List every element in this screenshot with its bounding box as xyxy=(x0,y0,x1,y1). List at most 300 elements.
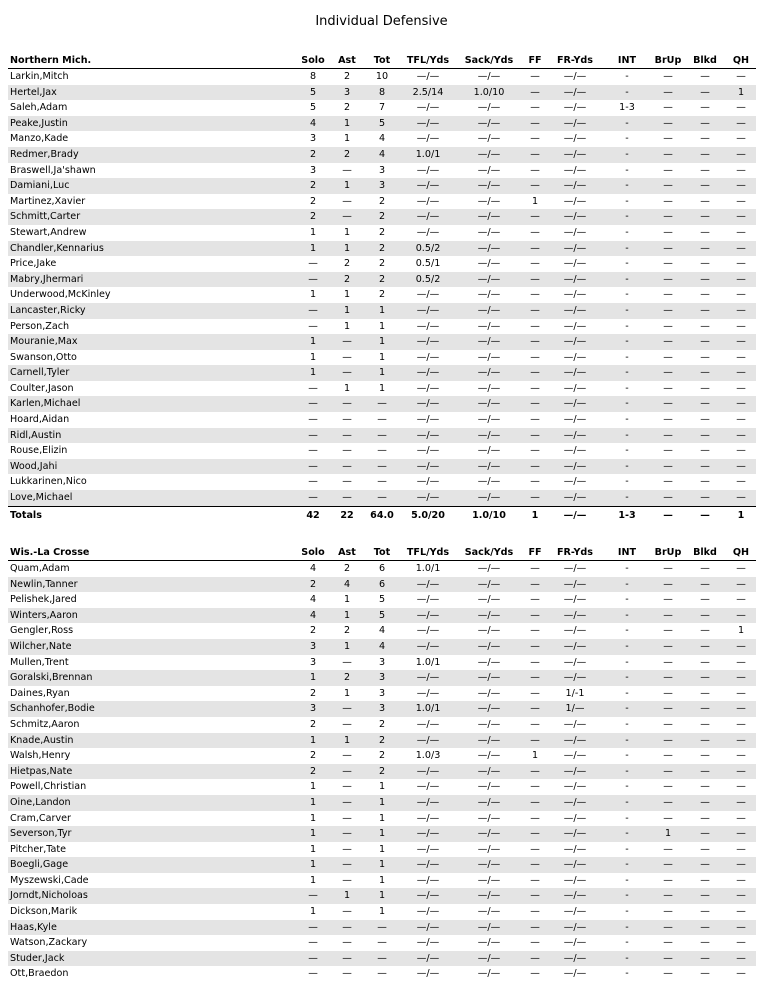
stat-cell: —/— xyxy=(548,490,602,506)
stat-cell: - xyxy=(602,303,652,319)
stat-cell: — xyxy=(530,226,540,238)
stat-cell: — xyxy=(726,365,756,381)
stat-cell: - xyxy=(625,476,629,488)
stat-cell: - xyxy=(625,718,629,730)
column-header: Blkd xyxy=(684,53,726,69)
player-name: Newlin,Tanner xyxy=(8,577,296,593)
stat-cell: —/— xyxy=(456,147,522,163)
stat-cell: — xyxy=(684,701,726,717)
player-name: Winters,Aaron xyxy=(8,608,296,624)
stat-cell: — xyxy=(700,594,710,606)
stat-cell: —/— xyxy=(548,795,602,811)
player-name: Stewart,Andrew xyxy=(10,226,87,238)
stat-cell: 2 xyxy=(330,147,364,163)
stat-cell: — xyxy=(700,812,710,824)
column-header: Tot xyxy=(364,545,400,561)
stat-cell: —/— xyxy=(563,594,587,606)
stat-cell: - xyxy=(625,71,629,82)
stat-cell: 2 xyxy=(378,718,386,730)
stat-cell: — xyxy=(726,733,756,749)
stat-cell: — xyxy=(684,459,726,475)
stat-cell: — xyxy=(663,164,673,176)
stat-cell: 3 xyxy=(378,656,386,668)
stat-cell: —/— xyxy=(563,289,587,301)
player-name: Haas,Kyle xyxy=(8,920,296,936)
stat-cell: — xyxy=(736,563,746,574)
stat-cell: — xyxy=(684,795,726,811)
player-name: Mullen,Trent xyxy=(10,656,69,668)
stat-cell: — xyxy=(726,764,756,780)
table-header-row xyxy=(8,53,756,69)
stat-cell: — xyxy=(308,445,318,457)
stat-cell: —/— xyxy=(563,226,587,238)
stat-cell: 1 xyxy=(364,857,400,873)
stat-cell: 1 xyxy=(330,178,364,194)
stat-cell: —/— xyxy=(563,906,587,918)
stat-cell: — xyxy=(700,781,710,793)
stat-cell: —/— xyxy=(563,718,587,730)
stat-cell: — xyxy=(684,241,726,257)
stat-cell: — xyxy=(736,906,746,918)
stat-cell: 1 xyxy=(378,320,386,332)
stat-cell: —/— xyxy=(416,781,440,793)
stat-cell: — xyxy=(684,670,726,686)
stat-cell: 4 xyxy=(364,639,400,655)
stat-cell: — xyxy=(736,656,746,668)
stat-cell: —/— xyxy=(400,577,456,593)
stat-cell: — xyxy=(308,968,318,980)
stat-cell: —/— xyxy=(400,303,456,319)
stat-cell: —/— xyxy=(477,656,501,668)
table-row xyxy=(8,131,756,147)
stat-cell: — xyxy=(726,490,756,506)
table-row xyxy=(8,748,756,764)
stat-cell: — xyxy=(652,178,684,194)
stat-cell: — xyxy=(522,826,548,842)
stat-cell: 2 xyxy=(296,577,330,593)
stat-cell: — xyxy=(663,563,673,574)
stat-cell: —/— xyxy=(477,781,501,793)
stat-cell: — xyxy=(700,351,710,363)
totals-cell: — xyxy=(684,506,726,525)
stat-cell: — xyxy=(522,241,548,257)
stat-cell: —/— xyxy=(416,226,440,238)
stat-cell: —/— xyxy=(456,857,522,873)
stat-cell: 1 xyxy=(330,303,364,319)
player-name: Saleh,Adam xyxy=(10,102,68,114)
player-name: Lukkarinen,Nico xyxy=(10,476,87,488)
stat-cell: —/— xyxy=(477,594,501,606)
player-name: Wilcher,Nate xyxy=(8,639,296,655)
player-name: Damiani,Luc xyxy=(8,178,296,194)
stat-cell: 1-3 xyxy=(619,102,635,114)
stat-cell: —/— xyxy=(563,102,587,114)
table-row xyxy=(8,287,756,303)
stat-cell: — xyxy=(663,102,673,114)
stat-cell: 5 xyxy=(296,85,330,101)
stat-cell: — xyxy=(522,178,548,194)
stat-cell: — xyxy=(652,272,684,288)
table-row xyxy=(8,577,756,593)
stat-cell: - xyxy=(602,857,652,873)
stat-cell: — xyxy=(308,320,318,332)
stat-cell: — xyxy=(342,874,352,886)
stat-cell: — xyxy=(700,874,710,886)
table-row xyxy=(8,951,756,967)
team-name-header: Northern Mich. xyxy=(8,53,296,69)
stat-cell: — xyxy=(522,795,548,811)
player-name: Quam,Adam xyxy=(10,563,70,574)
stat-cell: - xyxy=(602,733,652,749)
stat-cell: —/— xyxy=(456,428,522,444)
table-row xyxy=(8,365,756,381)
stat-cell: — xyxy=(736,687,746,699)
stat-cell: — xyxy=(296,303,330,319)
table-row xyxy=(8,826,756,842)
stat-cell: — xyxy=(364,396,400,412)
stat-cell: — xyxy=(330,920,364,936)
stat-cell: — xyxy=(530,968,540,980)
stat-cell: 1.0/1 xyxy=(400,147,456,163)
column-header: QH xyxy=(726,545,756,561)
stat-cell: —/— xyxy=(416,843,440,855)
stat-cell: —/— xyxy=(548,272,602,288)
player-name: Daines,Ryan xyxy=(10,687,70,699)
stat-cell: — xyxy=(342,195,352,207)
stat-cell: —/— xyxy=(477,476,501,488)
stat-cell: — xyxy=(663,133,673,145)
stat-cell: — xyxy=(663,382,673,394)
stat-cell: 1 xyxy=(296,241,330,257)
stat-cell: —/— xyxy=(548,764,602,780)
stat-cell: — xyxy=(522,608,548,624)
totals-cell: 22 xyxy=(330,506,364,525)
stat-cell: 2 xyxy=(378,226,386,238)
stat-cell: —/— xyxy=(416,195,440,207)
player-name: Hoard,Aidan xyxy=(10,414,70,426)
stat-cell: — xyxy=(522,733,548,749)
stat-cell: — xyxy=(684,209,726,225)
stat-cell: 2.5/14 xyxy=(400,85,456,101)
player-name: Carnell,Tyler xyxy=(8,365,296,381)
stat-cell: — xyxy=(663,843,673,855)
stat-cell: — xyxy=(364,428,400,444)
stat-cell: — xyxy=(700,476,710,488)
stat-cell: — xyxy=(530,164,540,176)
stat-cell: — xyxy=(530,812,540,824)
stat-cell: —/— xyxy=(416,164,440,176)
player-name: Manzo,Kade xyxy=(10,133,69,145)
player-name: Severson,Tyr xyxy=(8,826,296,842)
stat-cell: —/— xyxy=(456,608,522,624)
stat-cell: 6 xyxy=(364,577,400,593)
stat-cell: — xyxy=(530,476,540,488)
stat-cell: 2 xyxy=(309,718,317,730)
stat-cell: 1.0/1 xyxy=(400,701,456,717)
stat-cell: —/— xyxy=(548,178,602,194)
table-row xyxy=(8,319,756,335)
stat-cell: —/— xyxy=(548,733,602,749)
stat-cell: —/— xyxy=(416,968,440,980)
stat-cell: — xyxy=(522,147,548,163)
player-name: Chandler,Kennarius xyxy=(8,241,296,257)
table-row xyxy=(8,857,756,873)
stat-cell: — xyxy=(736,781,746,793)
stat-cell: —/— xyxy=(563,750,587,762)
stat-cell: 1 xyxy=(330,639,364,655)
stat-cell: 1 xyxy=(309,906,317,918)
stat-cell: 2 xyxy=(330,272,364,288)
stat-cell: —/— xyxy=(477,382,501,394)
totals-cell: 5.0/20 xyxy=(400,506,456,525)
stat-cell: — xyxy=(726,147,756,163)
stat-cell: 2 xyxy=(343,102,351,114)
stat-cell: —/— xyxy=(477,195,501,207)
stat-cell: 2 xyxy=(378,258,386,270)
stat-cell: 4 xyxy=(378,625,386,637)
stat-cell: — xyxy=(530,718,540,730)
stat-cell: - xyxy=(625,320,629,332)
stat-cell: —/— xyxy=(548,303,602,319)
stat-cell: —/— xyxy=(400,608,456,624)
stat-cell: 1 xyxy=(309,781,317,793)
table-row xyxy=(8,69,756,85)
stat-cell: 2 xyxy=(343,71,351,82)
player-name: Goralski,Brennan xyxy=(8,670,296,686)
stat-cell: 7 xyxy=(378,102,386,114)
stat-cell: 1 xyxy=(309,226,317,238)
stat-cell: — xyxy=(726,459,756,475)
table-row xyxy=(8,303,756,319)
stat-cell: —/— xyxy=(456,241,522,257)
stat-cell: — xyxy=(522,888,548,904)
stat-cell: — xyxy=(700,258,710,270)
stat-cell: 1 xyxy=(309,843,317,855)
table-body xyxy=(8,561,756,982)
stat-cell: — xyxy=(522,85,548,101)
stat-cell: 2 xyxy=(309,750,317,762)
stat-cell: 4 xyxy=(330,577,364,593)
stat-cell: — xyxy=(684,428,726,444)
stat-cell: — xyxy=(296,396,330,412)
stat-cell: — xyxy=(663,71,673,82)
table-row xyxy=(8,381,756,397)
stat-cell: — xyxy=(530,781,540,793)
stat-cell: — xyxy=(726,303,756,319)
stat-cell: — xyxy=(700,937,710,949)
stat-cell: —/— xyxy=(563,476,587,488)
stat-cell: —/— xyxy=(477,563,501,574)
stat-cell: —/— xyxy=(456,334,522,350)
stat-cell: — xyxy=(530,320,540,332)
stat-cell: — xyxy=(663,320,673,332)
stat-cell: 4 xyxy=(296,116,330,132)
stat-cell: — xyxy=(684,764,726,780)
stat-cell: —/— xyxy=(548,459,602,475)
stat-cell: — xyxy=(700,563,710,574)
stat-cell: 5 xyxy=(364,116,400,132)
stat-cell: —/— xyxy=(477,687,501,699)
stat-cell: —/— xyxy=(400,733,456,749)
stat-cell: — xyxy=(522,334,548,350)
stat-cell: —/— xyxy=(477,133,501,145)
stat-cell: — xyxy=(652,459,684,475)
player-name: Mabry,Jhermari xyxy=(8,272,296,288)
player-name: Knade,Austin xyxy=(8,733,296,749)
stat-cell: — xyxy=(736,843,746,855)
stat-cell: 1 xyxy=(330,733,364,749)
stat-cell: — xyxy=(330,459,364,475)
stat-cell: — xyxy=(726,608,756,624)
stat-cell: — xyxy=(652,608,684,624)
stat-cell: 2 xyxy=(309,687,317,699)
stat-cell: 1 xyxy=(343,226,351,238)
stat-cell: —/— xyxy=(416,414,440,426)
stat-cell: — xyxy=(530,258,540,270)
stat-cell: —/— xyxy=(548,365,602,381)
stat-cell: —/— xyxy=(456,733,522,749)
stat-cell: — xyxy=(684,951,726,967)
stat-cell: - xyxy=(602,116,652,132)
stat-cell: —/— xyxy=(456,951,522,967)
table-row xyxy=(8,904,756,920)
stat-cell: - xyxy=(602,241,652,257)
stat-cell: 2 xyxy=(296,764,330,780)
stat-cell: — xyxy=(530,656,540,668)
stat-cell: — xyxy=(700,164,710,176)
column-header: BrUp xyxy=(652,53,684,69)
stat-cell: —/— xyxy=(548,334,602,350)
stat-cell: 3 xyxy=(309,133,317,145)
table-row xyxy=(8,811,756,827)
stat-cell: - xyxy=(625,563,629,574)
stat-cell: — xyxy=(330,396,364,412)
stat-cell: 1 xyxy=(309,874,317,886)
stat-cell: — xyxy=(726,241,756,257)
stat-cell: — xyxy=(736,445,746,457)
stat-cell: 1 xyxy=(330,116,364,132)
stat-cell: — xyxy=(700,906,710,918)
stat-cell: — xyxy=(684,888,726,904)
stat-cell: 1.0/1 xyxy=(415,656,441,668)
stat-cell: —/— xyxy=(563,656,587,668)
stat-cell: — xyxy=(652,670,684,686)
stat-cell: 4 xyxy=(364,147,400,163)
stat-cell: 1 xyxy=(330,241,364,257)
stat-cell: —/— xyxy=(563,351,587,363)
stat-cell: —/— xyxy=(400,826,456,842)
stat-cell: — xyxy=(296,428,330,444)
stat-cell: — xyxy=(684,826,726,842)
stat-cell: 2 xyxy=(364,209,400,225)
player-name: Powell,Christian xyxy=(10,781,87,793)
player-name: Watson,Zackary xyxy=(10,937,88,949)
table-row xyxy=(8,396,756,412)
stat-cell: — xyxy=(342,781,352,793)
player-name: Peake,Justin xyxy=(8,116,296,132)
stat-cell: —/— xyxy=(416,874,440,886)
stat-cell: —/— xyxy=(477,937,501,949)
table-row xyxy=(8,428,756,444)
column-header: TFL/Yds xyxy=(400,545,456,561)
stat-cell: — xyxy=(308,937,318,949)
stat-cell: — xyxy=(663,226,673,238)
stat-cell: 1 xyxy=(737,625,745,637)
stat-cell: — xyxy=(726,334,756,350)
stat-cell: —/— xyxy=(456,365,522,381)
stat-cell: — xyxy=(726,826,756,842)
column-header: Solo xyxy=(296,53,330,69)
stat-cell: 1.0/3 xyxy=(415,750,441,762)
stat-cell: — xyxy=(342,718,352,730)
stat-cell: —/— xyxy=(400,888,456,904)
player-name: Redmer,Brady xyxy=(8,147,296,163)
player-name: Martinez,Xavier xyxy=(10,195,86,207)
stat-cell: 2 xyxy=(343,563,351,574)
stat-cell: — xyxy=(663,594,673,606)
stat-cell: — xyxy=(296,459,330,475)
player-name: Underwood,McKinley xyxy=(10,289,111,301)
stat-cell: - xyxy=(602,147,652,163)
stat-cell: — xyxy=(684,396,726,412)
stat-cell: — xyxy=(652,951,684,967)
stat-cell: — xyxy=(522,116,548,132)
stat-cell: 2 xyxy=(343,258,351,270)
table-row xyxy=(8,412,756,428)
stat-cell: — xyxy=(377,968,387,980)
player-name: Braswell,Ja'shawn xyxy=(10,164,96,176)
totals-cell: 1 xyxy=(726,506,756,525)
stat-cell: —/— xyxy=(563,874,587,886)
stat-cell: - xyxy=(625,258,629,270)
stat-cell: - xyxy=(625,289,629,301)
table-row xyxy=(8,623,756,639)
stat-cell: - xyxy=(625,625,629,637)
stat-cell: —/— xyxy=(456,459,522,475)
stat-cell: — xyxy=(726,951,756,967)
stat-cell: —/— xyxy=(563,414,587,426)
player-name: Studer,Jack xyxy=(8,951,296,967)
stat-cell: — xyxy=(736,71,746,82)
stat-cell: — xyxy=(700,687,710,699)
stat-cell: - xyxy=(602,85,652,101)
stat-cell: - xyxy=(625,812,629,824)
stat-cell: —/— xyxy=(548,209,602,225)
stat-cell: — xyxy=(308,414,318,426)
stat-cell: — xyxy=(736,968,746,980)
stat-cell: - xyxy=(625,781,629,793)
stat-cell: 1.0/10 xyxy=(456,85,522,101)
stat-cell: 2 xyxy=(296,209,330,225)
stat-cell: - xyxy=(602,365,652,381)
stat-cell: — xyxy=(377,937,387,949)
totals-cell: 1-3 xyxy=(602,506,652,525)
stat-cell: —/— xyxy=(456,795,522,811)
stat-cell: 1 xyxy=(330,888,364,904)
totals-cell: 42 xyxy=(296,506,330,525)
stat-cell: —/— xyxy=(548,577,602,593)
stat-cell: —/— xyxy=(456,920,522,936)
stat-cell: — xyxy=(684,272,726,288)
stat-cell: — xyxy=(377,445,387,457)
stat-cell: - xyxy=(625,750,629,762)
totals-cell: —/— xyxy=(548,506,602,525)
stat-cell: 1 xyxy=(378,781,386,793)
stat-cell: - xyxy=(625,687,629,699)
player-name: Person,Zach xyxy=(10,320,70,332)
stat-cell: — xyxy=(522,303,548,319)
stat-cell: — xyxy=(700,226,710,238)
